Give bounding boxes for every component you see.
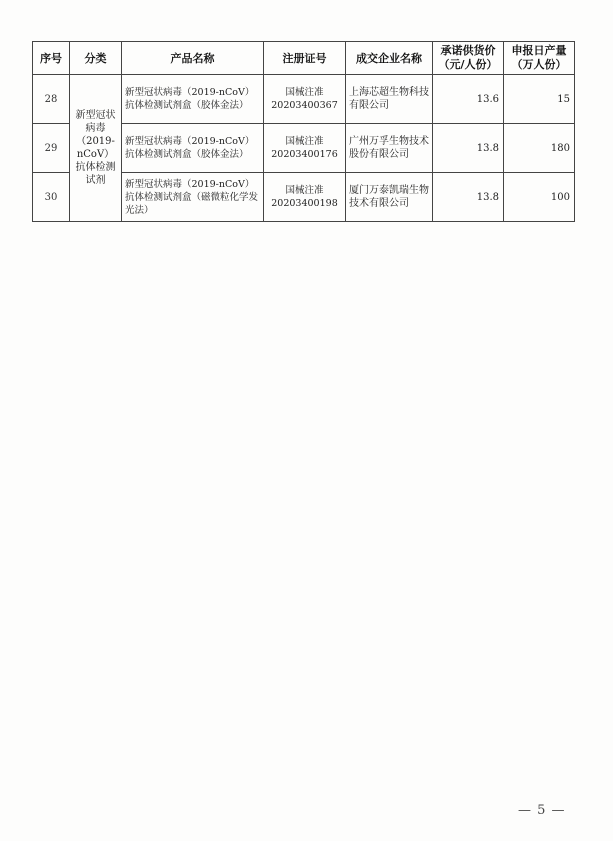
table-row <box>33 75 575 124</box>
product-name: 新型冠状病毒（2019-nCoV）抗体检测试剂盒（磁微粒化学发光法） <box>122 173 264 222</box>
header-category: 分类 <box>70 42 122 75</box>
header-price: 承诺供货价 （元/人份） <box>433 42 504 75</box>
header-capacity: 申报日产量 （万人份） <box>504 42 575 75</box>
registration-number: 国械注准 20203400198 <box>264 173 346 222</box>
procurement-table <box>32 41 575 222</box>
category-cell: 新型冠状病毒（2019-nCoV）抗体检测试剂 <box>70 75 122 222</box>
registration-number: 国械注准 20203400367 <box>264 75 346 124</box>
header-registration: 注册证号 <box>264 42 346 75</box>
table-header-row <box>33 42 575 75</box>
page-number: — 5 — <box>518 803 566 818</box>
daily-capacity: 180 <box>504 124 575 173</box>
daily-capacity: 100 <box>504 173 575 222</box>
supply-price: 13.8 <box>433 173 504 222</box>
company-name: 厦门万泰凯瑞生物技术有限公司 <box>346 173 433 222</box>
supply-price: 13.8 <box>433 124 504 173</box>
row-index: 28 <box>33 75 70 124</box>
company-name: 广州万孚生物技术股份有限公司 <box>346 124 433 173</box>
row-index: 30 <box>33 173 70 222</box>
daily-capacity: 15 <box>504 75 575 124</box>
registration-number: 国械注准 20203400176 <box>264 124 346 173</box>
product-name: 新型冠状病毒（2019-nCoV）抗体检测试剂盒（胶体金法） <box>122 75 264 124</box>
header-product: 产品名称 <box>122 42 264 75</box>
row-index: 29 <box>33 124 70 173</box>
product-name: 新型冠状病毒（2019-nCoV）抗体检测试剂盒（胶体金法） <box>122 124 264 173</box>
supply-price: 13.6 <box>433 75 504 124</box>
header-index: 序号 <box>33 42 70 75</box>
header-company: 成交企业名称 <box>346 42 433 75</box>
company-name: 上海芯超生物科技有限公司 <box>346 75 433 124</box>
